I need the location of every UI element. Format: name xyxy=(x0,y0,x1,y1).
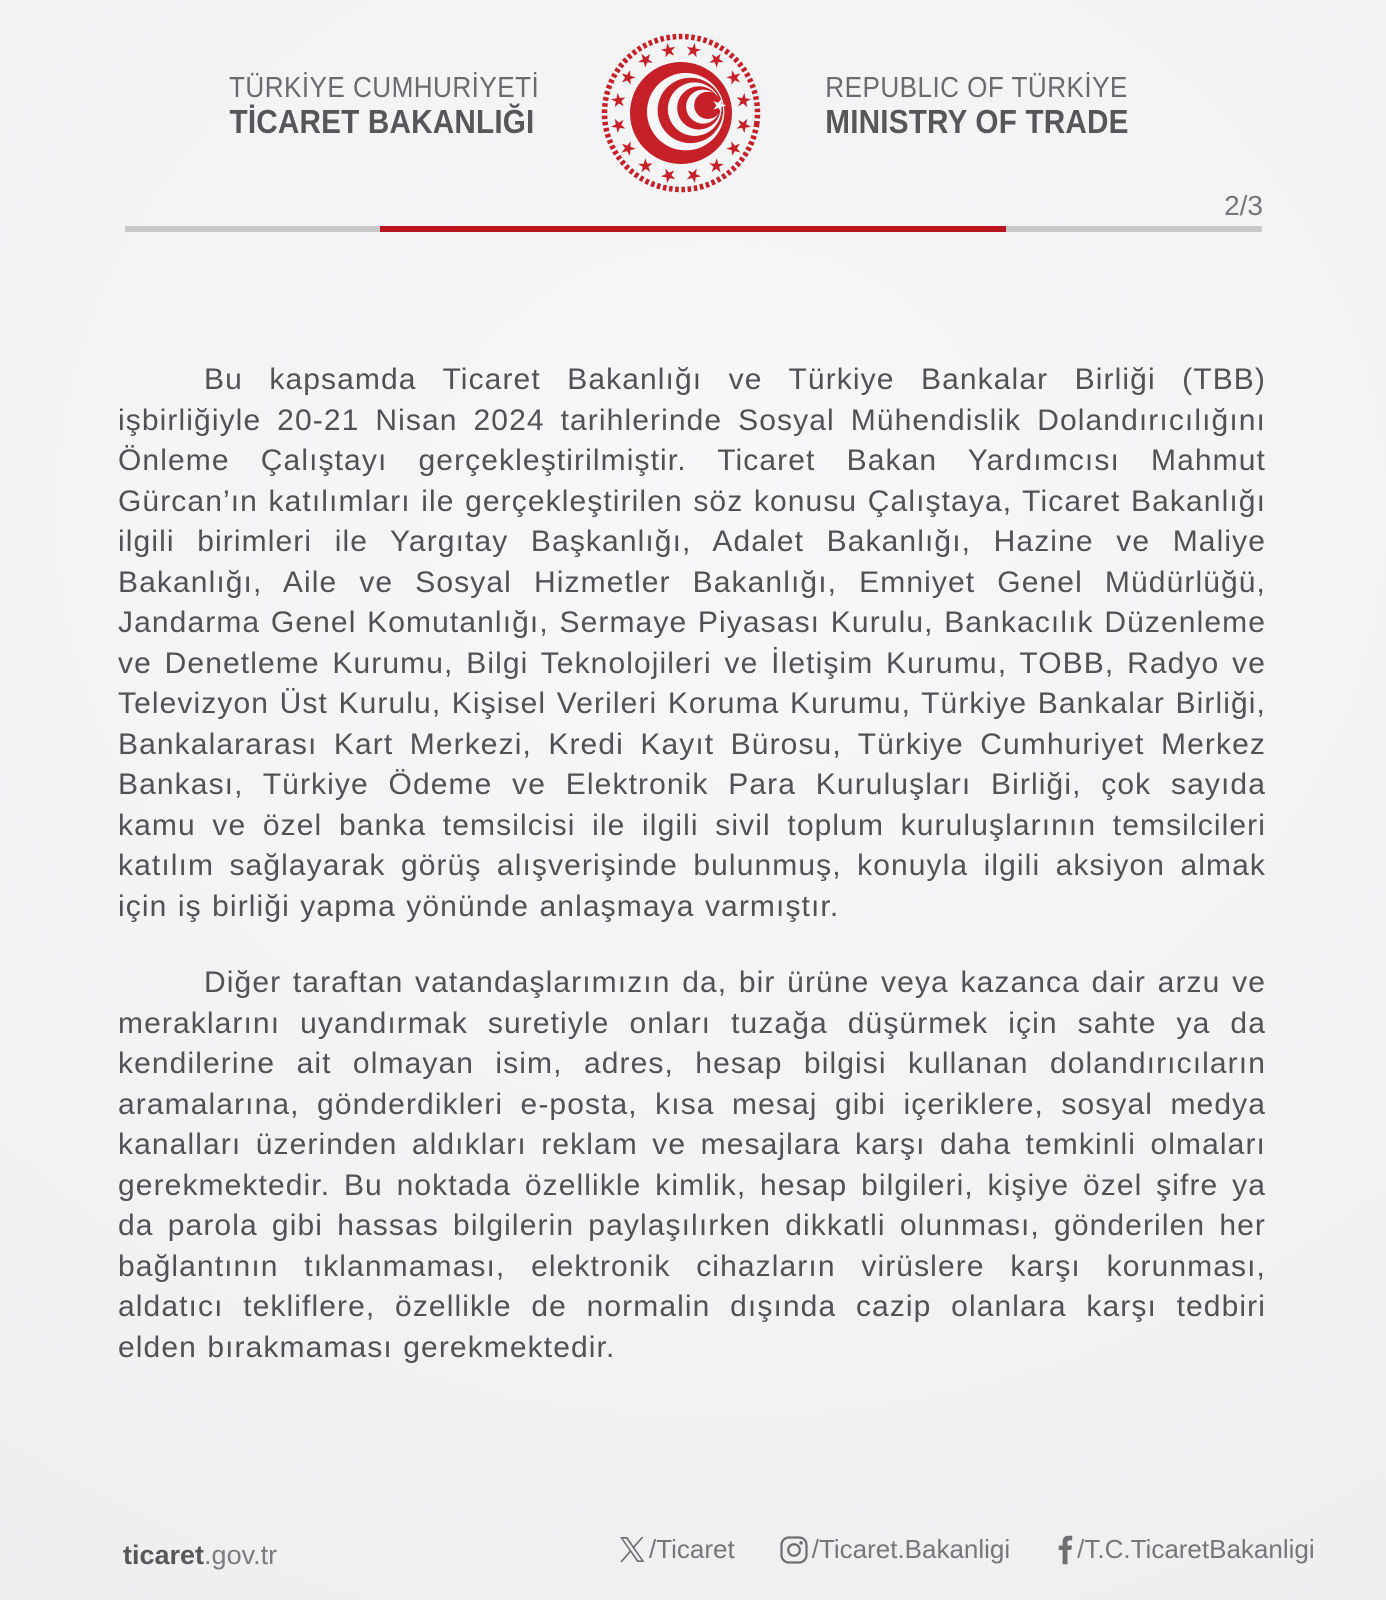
ministry-of-trade-logo xyxy=(596,28,766,198)
x-icon xyxy=(620,1537,645,1562)
header-right-line1: REPUBLIC OF TÜRKİYE xyxy=(825,72,1128,104)
social-item-facebook xyxy=(1055,1534,1314,1565)
facebook-handle: /T.C.TicaretBakanligi xyxy=(1077,1534,1315,1564)
x-handle: /Ticaret xyxy=(649,1534,735,1564)
social-links xyxy=(620,1534,1315,1565)
social-item-x xyxy=(620,1534,735,1565)
instagram-handle: /Ticaret.Bakanligi xyxy=(811,1534,1011,1564)
page-indicator: 2/3 xyxy=(1224,190,1263,221)
facebook-icon xyxy=(1055,1535,1073,1565)
header-divider xyxy=(125,226,1262,232)
header-left-line2: TİCARET BAKANLIĞI xyxy=(229,103,535,140)
header-divider-accent xyxy=(380,226,1006,232)
paragraph-2: Diğer taraftan vatandaşlarımızın da, bir ürüne veya kazanca dair arzu ve meraklarını uyandırmak suretiyle onları tuzağa düşürmek için sahte ya da kendilerine ait olmayan isim, adres, hesap bilgisi kullanan dolandırıcıların aramalarına, gönderdikleri e-posta, kısa mesaj gibi içeriklere, sosyal medya kanalları üzerinden aldıkları reklam ve mesajlara karşı daha temkinli olmaları gerekmektedir. Bu noktada özellikle kimlik, hesap bilgileri, kişiye özel şifre ya da parola gibi hassas bilgilerin paylaşılırken dikkatli olunması, gönderilen her bağlantının tıklanmaması, elektronik cihazların virüslere karşı korunması, aldatıcı tekliflere, özellikle de normalin dışında cazip olanlara karşı tedbiri elden bırakmaması gerekmektedir. xyxy=(118,966,1266,1364)
website-url-rest: .gov.tr xyxy=(204,1540,278,1570)
press-release-body xyxy=(118,360,1266,1368)
instagram-icon xyxy=(780,1536,808,1564)
header-left-line1: TÜRKİYE CUMHURİYETİ xyxy=(229,72,540,104)
social-item-instagram xyxy=(780,1534,1010,1565)
website-url-bold: ticaret xyxy=(123,1540,205,1570)
website-url xyxy=(123,1540,277,1570)
paragraph-1: Bu kapsamda Ticaret Bakanlığı ve Türkiye Bankalar Birliği (TBB) işbirliğiyle 20-21 Nisan 2024 tarihlerinde Sosyal Mühendislik Dolandırıcılığını Önleme Çalıştayı gerçekleştirilmiştir. Ticaret Bakan Yardımcısı Mahmut Gürcan’ın katılımları ile gerçekleştirilen söz konusu Çalıştaya, Ticaret Bakanlığı ilgili birimleri ile Yargıtay Başkanlığı, Adalet Bakanlığı, Hazine ve Maliye Bakanlığı, Aile ve Sosyal Hizmetler Bakanlığı, Emniyet Genel Müdürlüğü, Jandarma Genel Komutanlığı, Sermaye Piyasası Kurulu, Bankacılık Düzenleme ve Denetleme Kurumu, Bilgi Teknolojileri ve İletişim Kurumu, TOBB, Radyo ve Televizyon Üst Kurulu, Kişisel Verileri Koruma Kurumu, Türkiye Bankalar Birliği, Bankalararası Kart Merkezi, Kredi Kayıt Bürosu, Türkiye Cumhuriyet Merkez Bankası, Türkiye Ödeme ve Elektronik Para Kuruluşları Birliği, çok sayıda kamu ve özel banka temsilcisi ile ilgili sivil toplum kuruluşlarının temsilcileri katılım sağlayarak görüş alışverişinde bulunmuş, konuyla ilgili aksiyon almak için iş birliği yapma yönünde anlaşmaya varmıştır. xyxy=(118,363,1266,923)
header-right-line2: MINISTRY OF TRADE xyxy=(825,103,1129,140)
ministry-emblem-icon xyxy=(596,28,766,198)
header-right-title xyxy=(810,72,1129,140)
header-left-title xyxy=(212,72,552,139)
